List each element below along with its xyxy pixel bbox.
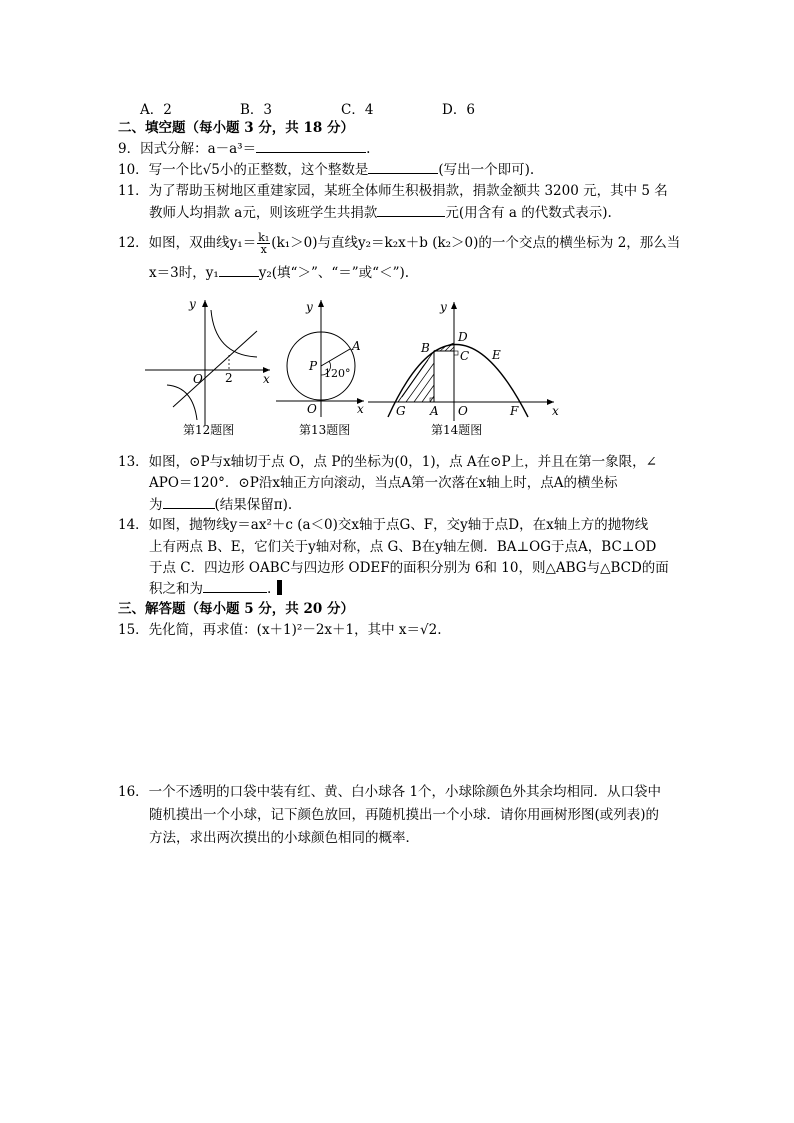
fig14-label-g: G <box>396 404 406 418</box>
question-11-line1: 11．为了帮助玉树地区重建家园，某班全体师生积极捐款，捐款金额共 3200 元，其中 5 名 <box>118 183 668 199</box>
fig12-label-y: y <box>189 297 196 311</box>
q10-post: (写出一个即可). <box>438 162 535 178</box>
fig13-label-angle: 120° <box>324 367 351 380</box>
q9-text: 9．因式分解：a－a³＝ <box>118 141 257 157</box>
fig12-y-arrow <box>202 300 208 307</box>
fig12-caption: 第12题图 <box>183 423 235 437</box>
question-13-line3 <box>149 494 292 515</box>
fig14-label-o: O <box>458 404 468 418</box>
fig14-label-b: B <box>421 341 430 355</box>
q9-end: . <box>366 141 371 157</box>
fig13-label-o: O <box>307 402 317 416</box>
fig13-label-p: P <box>309 359 318 373</box>
option-c: C．4 <box>341 102 374 118</box>
figure-14 <box>368 297 564 425</box>
question-15: 15．先化简，再求值：(x＋1)²－2x＋1，其中 x＝√2. <box>118 622 442 638</box>
fig13-caption: 第13题图 <box>299 423 351 437</box>
question-16-line3: 方法，求出两次摸出的小球颜色相同的概率． <box>149 830 419 846</box>
q9-answer-blank[interactable] <box>256 138 366 153</box>
question-10 <box>118 159 534 180</box>
q12-line2-pre: x＝3时，y₁ <box>149 265 219 281</box>
section2-title: 二、填空题（每小题 3 分，共 18 分） <box>118 120 354 136</box>
question-14-line3: 于点 C．四边形 OABC与四边形 ODEF的面积分别为 6和 10，则△ABG与△BCD的面 <box>149 560 669 576</box>
question-14-line2: 上有两点 B、E，它们关于y轴对称，点 G、B在y轴左侧．BA⊥OG于点A，BC⊥OD <box>149 539 657 555</box>
fig13-label-a: A <box>352 339 361 353</box>
question-13-line1: 13．如图，⊙P与x轴切于点 O，点 P的坐标为(0，1)，点 A在⊙P上，并且在第一象限，∠ <box>118 454 657 470</box>
section3-title: 三、解答题（每小题 5 分，共 20 分） <box>118 601 354 617</box>
fig12-hyperbola-branch1 <box>211 310 257 357</box>
q12-frac-num: k₁ <box>258 231 270 244</box>
fig13-label-x: x <box>357 402 364 416</box>
fig14-label-y: y <box>440 300 447 314</box>
fig14-caption: 第14题图 <box>431 423 483 437</box>
fig14-y-arrow <box>451 302 457 309</box>
q10-answer-blank[interactable] <box>368 159 438 174</box>
q10-pre: 10．写一个比√5小的正整数，这个整数是 <box>118 162 369 178</box>
option-b: B．3 <box>240 102 273 118</box>
question-12-line2 <box>149 262 409 283</box>
fig13-radius-pa <box>321 349 350 366</box>
figure-12 <box>145 295 275 430</box>
q12-pre: 12．如图，双曲线y₁＝ <box>118 235 257 251</box>
fig14-label-f: F <box>510 404 519 418</box>
fig14-label-e: E <box>492 348 501 362</box>
question-13-line2: APO＝120°．⊙P沿x轴正方向滚动，当点A第一次落在x轴上时，点A的横坐标 <box>149 475 618 491</box>
option-d: D．6 <box>442 102 475 118</box>
fig12-label-x: x <box>263 372 270 386</box>
q14-line4-pre: 积之和为 <box>149 581 203 597</box>
fig14-label-d: D <box>458 330 468 344</box>
question-16-line2: 随机摸出一个小球，记下颜色放回，再随机摸出一个小球．请你用画树形图(或列表)的 <box>149 807 660 823</box>
fig12-label-two: 2 <box>225 371 233 385</box>
fig12-line <box>173 331 257 407</box>
q12-fraction <box>257 232 270 255</box>
fig14-label-x: x <box>552 404 559 418</box>
figure-13 <box>276 295 376 425</box>
fig12-label-o: O <box>193 372 203 386</box>
q12-answer-blank[interactable] <box>219 262 259 277</box>
fig12-hyperbola-branch2 <box>167 385 197 420</box>
question-16-line1: 16．一个不透明的口袋中装有红、黄、白小球各 1个，小球除颜色外其余均相同．从口袋中 <box>118 784 662 800</box>
question-9 <box>118 138 370 159</box>
q11-line2-post: 元(用含有 a 的代数式表示). <box>445 205 612 221</box>
q14-line4-post: . <box>267 581 272 597</box>
text-cursor <box>277 580 282 595</box>
fig14-label-a: A <box>430 404 439 418</box>
q13-line3-pre: 为 <box>149 497 163 513</box>
question-12-line1 <box>118 232 680 255</box>
q11-line2-pre: 教师人均捐款 a元，则该班学生共捐款 <box>149 205 378 221</box>
question-14-line1: 14．如图，抛物线y＝ax²＋c (a＜0)交x轴于点G、F，交y轴于点D，在x轴上方的抛物线 <box>118 517 649 533</box>
q13-answer-blank[interactable] <box>163 494 215 509</box>
q11-answer-blank[interactable] <box>377 202 445 217</box>
q12-line2-post: y₂(填“＞”、“＝”或“＜”). <box>258 265 410 281</box>
fig14-label-c: C <box>460 349 470 363</box>
q12-frac-den: x <box>260 243 267 256</box>
question-11-line2 <box>149 202 612 223</box>
fig14-right-angle-c <box>454 351 458 355</box>
q14-answer-blank[interactable] <box>203 578 267 593</box>
q12-post: (k₁＞0)与直线y₂＝k₂x＋b (k₂＞0)的一个交点的横坐标为 2，那么当 <box>271 235 681 251</box>
fig13-label-y: y <box>306 300 313 314</box>
question-14-line4 <box>149 578 282 599</box>
q13-line3-post: (结果保留π). <box>214 497 293 513</box>
option-a: A．2 <box>140 102 172 118</box>
fig13-y-arrow <box>318 300 324 307</box>
